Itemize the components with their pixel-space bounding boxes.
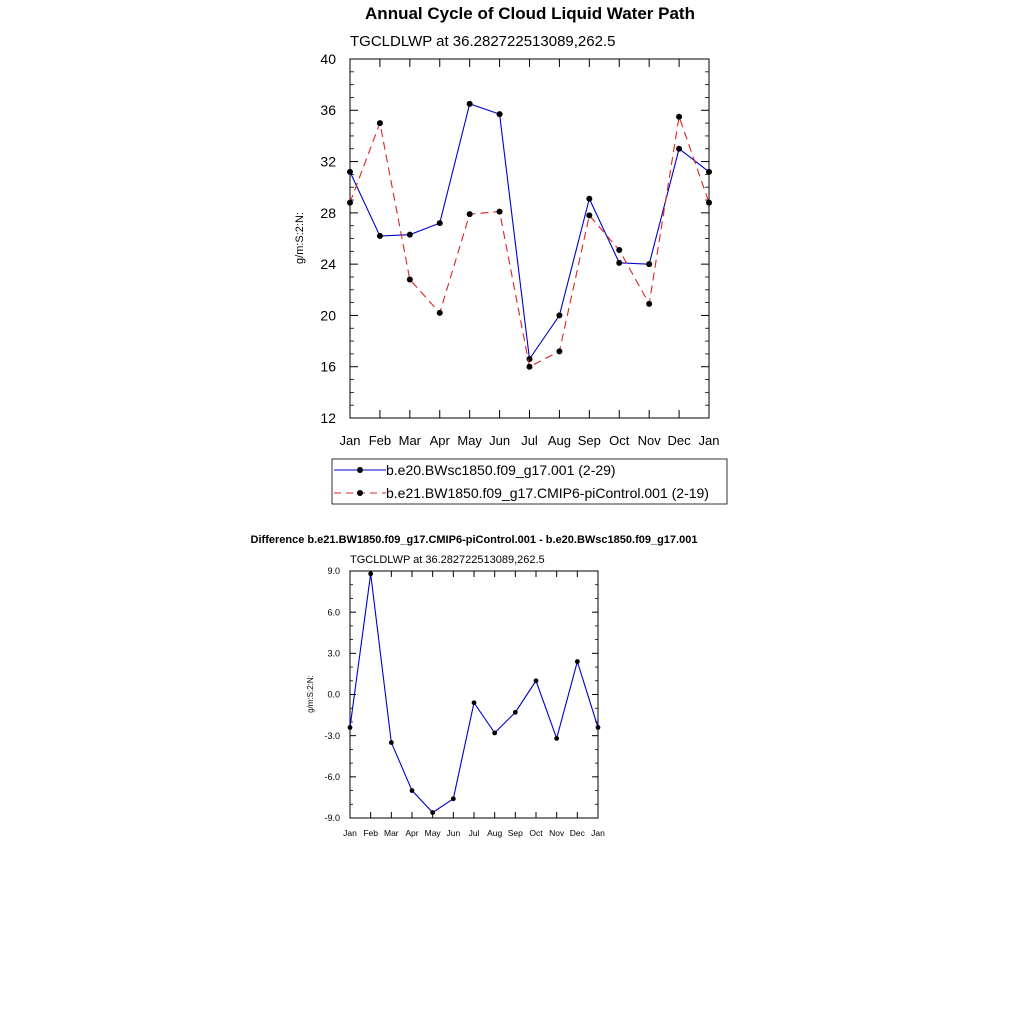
top-series-2-point bbox=[616, 247, 622, 253]
legend-label-1: b.e20.BWsc1850.f09_g17.001 (2-29) bbox=[386, 462, 616, 478]
top-series-1-line bbox=[350, 104, 709, 359]
bottom-series-1-point bbox=[575, 659, 580, 664]
top-xtick-label: Feb bbox=[368, 433, 392, 448]
bottom-xtick-label: Nov bbox=[549, 828, 565, 838]
top-series-2-point bbox=[527, 364, 533, 370]
bottom-xtick-label: Feb bbox=[363, 828, 378, 838]
top-xtick-label: Nov bbox=[637, 433, 661, 448]
bottom-ytick-label: -3.0 bbox=[324, 730, 340, 741]
top-xtick-label: Jun bbox=[489, 433, 511, 448]
top-ytick-label: 36 bbox=[320, 102, 336, 119]
bottom-ytick-label: 0.0 bbox=[327, 689, 340, 700]
bottom-xtick-label: May bbox=[424, 828, 441, 838]
bottom-series-1-point bbox=[389, 740, 394, 745]
bottom-ytick-label: -6.0 bbox=[324, 771, 340, 782]
diff-title: Difference b.e21.BW1850.f09_g17.CMIP6-piControl.001 - b.e20.BWsc1850.f09_g17.001 bbox=[250, 534, 698, 546]
bottom-series-1-line bbox=[350, 574, 598, 813]
top-ytick-label: 28 bbox=[320, 204, 336, 221]
legend bbox=[332, 459, 727, 504]
top-series-1-point bbox=[616, 260, 622, 266]
top-series-2-point bbox=[467, 211, 473, 217]
top-xtick-label: Aug bbox=[547, 433, 571, 448]
bottom-series-1-point bbox=[410, 788, 415, 793]
top-series-2-point bbox=[586, 212, 592, 218]
top-xtick-label: May bbox=[457, 433, 482, 448]
top-series-2-point bbox=[556, 348, 562, 354]
top-ytick-label: 12 bbox=[320, 409, 336, 426]
bottom-series-1-point bbox=[596, 725, 601, 730]
top-series-2-point bbox=[646, 301, 652, 307]
top-series-1-point bbox=[527, 356, 533, 362]
top-ytick-label: 32 bbox=[320, 153, 336, 170]
bottom-xtick-label: Jul bbox=[468, 828, 480, 838]
legend-label-2: b.e21.BW1850.f09_g17.CMIP6-piControl.001 (2-19) bbox=[386, 485, 709, 501]
bottom-series-1-point bbox=[348, 725, 353, 730]
bottom-ytick-label: 6.0 bbox=[327, 607, 340, 618]
bottom-series-1-point bbox=[430, 810, 435, 815]
top-xtick-label: Jul bbox=[521, 433, 538, 448]
top-xtick-label: Sep bbox=[577, 433, 601, 448]
bottom-xtick-label: Sep bbox=[507, 828, 523, 838]
top-series-2-point bbox=[437, 310, 443, 316]
top-xtick-label: Oct bbox=[609, 433, 630, 448]
bottom-series-1-point bbox=[368, 571, 373, 576]
bottom-ytick-label: 3.0 bbox=[327, 648, 340, 659]
top-series-1-point bbox=[646, 261, 652, 267]
bottom-series-1-point bbox=[492, 731, 497, 736]
top-series-1-point bbox=[347, 169, 353, 175]
bottom-xtick-label: Mar bbox=[384, 828, 399, 838]
top-ytick-label: 24 bbox=[320, 256, 336, 273]
bottom-ytick-label: -9.0 bbox=[324, 813, 340, 824]
bottom-frame bbox=[350, 571, 598, 818]
top-series-1-point bbox=[676, 146, 682, 152]
top-series-2-point bbox=[706, 200, 712, 206]
bottom-xtick-label: Jan bbox=[591, 828, 605, 838]
top-xtick-label: Jan bbox=[698, 433, 720, 448]
bottom-series-1-point bbox=[451, 796, 456, 801]
legend-marker-2 bbox=[357, 490, 363, 496]
top-plot bbox=[320, 51, 719, 448]
bottom-subtitle: TGCLDLWP at 36.282722513089,262.5 bbox=[350, 554, 545, 566]
legend-marker-1 bbox=[357, 467, 363, 473]
bottom-xtick-label: Apr bbox=[405, 828, 419, 838]
top-series-1-point bbox=[497, 111, 503, 117]
top-series-2-point bbox=[676, 114, 682, 120]
top-xtick-label: Jan bbox=[339, 433, 361, 448]
bottom-xtick-label: Aug bbox=[487, 828, 503, 838]
top-ytick-label: 40 bbox=[320, 50, 336, 67]
top-series-1-point bbox=[556, 312, 562, 318]
top-series-1-point bbox=[467, 101, 473, 107]
bottom-xtick-label: Jun bbox=[446, 828, 461, 838]
bottom-series-1-point bbox=[534, 678, 539, 683]
bottom-xtick-label: Oct bbox=[529, 828, 543, 838]
bottom-plot bbox=[324, 566, 605, 838]
top-xtick-label: Mar bbox=[398, 433, 422, 448]
bottom-series-1-point bbox=[554, 736, 559, 741]
top-subtitle: TGCLDLWP at 36.282722513089,262.5 bbox=[350, 33, 616, 50]
top-ylabel: g/m:S:2:N: bbox=[294, 212, 306, 264]
top-series-1-point bbox=[437, 220, 443, 226]
top-xtick-label: Apr bbox=[429, 433, 450, 448]
top-series-2-point bbox=[407, 277, 413, 283]
bottom-series-1-point bbox=[513, 710, 518, 715]
top-series-1-point bbox=[407, 232, 413, 238]
bottom-series-1-point bbox=[472, 700, 477, 705]
top-series-2-point bbox=[377, 120, 383, 126]
main-title: Annual Cycle of Cloud Liquid Water Path bbox=[365, 4, 695, 23]
top-ytick-label: 16 bbox=[320, 358, 336, 375]
top-series-2-point bbox=[347, 200, 353, 206]
top-series-1-point bbox=[586, 196, 592, 202]
top-series-1-point bbox=[706, 169, 712, 175]
top-series-2-point bbox=[497, 209, 503, 215]
top-ytick-label: 20 bbox=[320, 307, 336, 324]
bottom-ylabel: g/m:S:2:N: bbox=[306, 675, 315, 713]
top-series-1-point bbox=[377, 233, 383, 239]
top-xtick-label: Dec bbox=[667, 433, 691, 448]
bottom-xtick-label: Jan bbox=[343, 828, 357, 838]
bottom-ytick-label: 9.0 bbox=[327, 566, 340, 577]
bottom-xtick-label: Dec bbox=[569, 828, 585, 838]
